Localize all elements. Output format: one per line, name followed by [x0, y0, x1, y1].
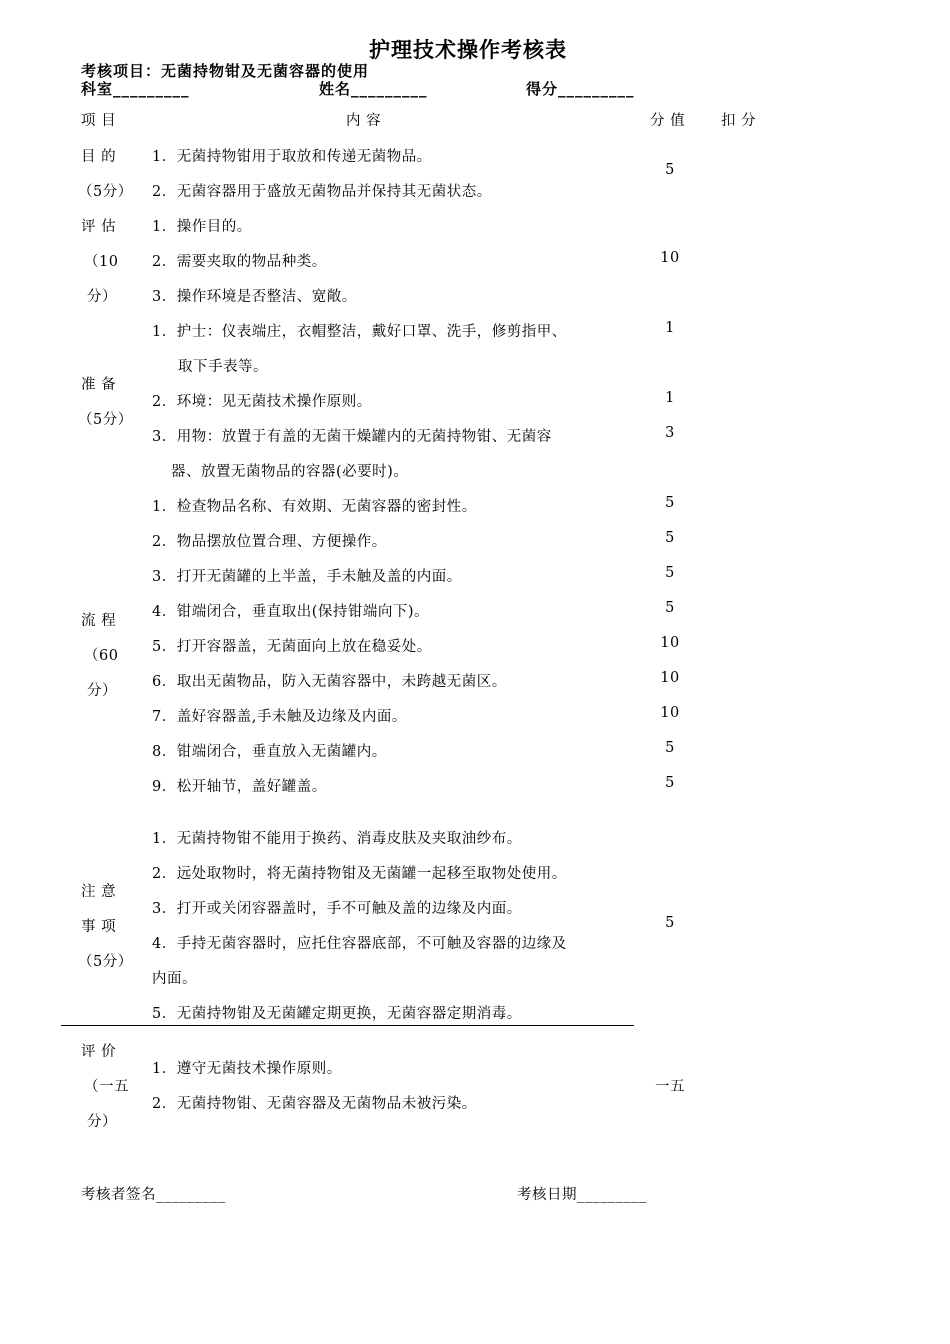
list-item: 3．打开无菌罐的上半盖，手未触及盖的内面。 [152, 569, 462, 585]
section-label-points: （10 [84, 254, 119, 270]
department-blank: _________ [113, 80, 190, 98]
column-item: 项 目 [81, 113, 117, 129]
exam-date-field [517, 1183, 647, 1204]
item-score: 5 [665, 600, 675, 616]
section-label-points: 分） [87, 289, 117, 305]
item-score: 5 [665, 775, 675, 791]
list-item: 2．无菌容器用于盛放无菌物品并保持其无菌状态。 [152, 184, 492, 200]
item-score: 1 [665, 390, 675, 406]
list-item: 1．护士：仪表端庄，衣帽整洁，戴好口罩、洗手，修剪指甲、 [152, 324, 567, 340]
item-score: 10 [660, 705, 680, 721]
list-item: 1．遵守无菌技术操作原则。 [152, 1061, 342, 1077]
name-blank: _________ [351, 80, 428, 98]
item-score: 1 [665, 320, 675, 336]
section-label-points: （5分） [78, 184, 133, 200]
item-score: 5 [665, 740, 675, 756]
list-item: 2．需要夹取的物品种类。 [152, 254, 327, 270]
examiner-blank: _________ [156, 1187, 226, 1203]
column-content: 内 容 [346, 113, 382, 129]
examiner-signature-field [81, 1183, 226, 1204]
section-label-points: 分） [87, 1114, 117, 1130]
list-item: 7．盖好容器盖,手未触及边缘及内面。 [152, 709, 407, 725]
score-label: 得分 [526, 80, 559, 98]
list-item: 9．松开轴节，盖好罐盖。 [152, 779, 327, 795]
list-item: 2．无菌持物钳、无菌容器及无菌物品未被污染。 [152, 1096, 477, 1112]
examiner-label: 考核者签名 [81, 1187, 156, 1203]
department-label: 科室 [81, 80, 114, 98]
item-score: 10 [660, 670, 680, 686]
list-item: 1．操作目的。 [152, 219, 252, 235]
item-score: 10 [660, 250, 680, 266]
section-label: 事 项 [81, 919, 117, 935]
exam-item-label: 考核项目： [81, 62, 162, 80]
list-item: 2．环境：见无菌技术操作原则。 [152, 394, 372, 410]
item-score: 5 [665, 162, 675, 178]
list-item: 内面。 [152, 971, 197, 987]
list-item: 8．钳端闭合，垂直放入无菌罐内。 [152, 744, 387, 760]
list-item: 器、放置无菌物品的容器(必要时)。 [171, 464, 409, 480]
section-divider [61, 1025, 634, 1026]
score-blank: _________ [558, 80, 635, 98]
column-value: 分 值 [650, 113, 686, 129]
item-score: 一五 [655, 1079, 685, 1095]
section-label: 评 估 [81, 219, 117, 235]
list-item: 5．打开容器盖，无菌面向上放在稳妥处。 [152, 639, 432, 655]
list-item: 1．无菌持物钳不能用于换药、消毒皮肤及夹取油纱布。 [152, 831, 522, 847]
exam-date-blank: _________ [577, 1187, 647, 1203]
name-label: 姓名 [319, 80, 352, 98]
list-item: 2．物品摆放位置合理、方便操作。 [152, 534, 387, 550]
list-item: 3．操作环境是否整洁、宽敞。 [152, 289, 357, 305]
item-score: 3 [665, 425, 675, 441]
section-label-points: （5分） [78, 954, 133, 970]
item-score: 5 [665, 565, 675, 581]
section-label: 目 的 [81, 149, 117, 165]
item-score: 5 [665, 915, 675, 931]
list-item: 4．手持无菌容器时，应托住容器底部，不可触及容器的边缘及 [152, 936, 567, 952]
section-label: 准 备 [81, 377, 117, 393]
department-field [81, 78, 190, 99]
list-item: 1．无菌持物钳用于取放和传递无菌物品。 [152, 149, 432, 165]
list-item: 取下手表等。 [178, 359, 268, 375]
item-score: 5 [665, 530, 675, 546]
name-field [319, 78, 428, 99]
page-title: 护理技术操作考核表 [369, 38, 567, 62]
section-label-points: （60 [84, 648, 119, 664]
column-deduct: 扣 分 [721, 113, 757, 129]
list-item: 5．无菌持物钳及无菌罐定期更换，无菌容器定期消毒。 [152, 1006, 522, 1022]
score-field [526, 78, 635, 99]
section-label-points: （一五 [84, 1079, 129, 1095]
list-item: 3．用物：放置于有盖的无菌干燥罐内的无菌持物钳、无菌容 [152, 429, 552, 445]
section-label: 注 意 [81, 884, 117, 900]
list-item: 3．打开或关闭容器盖时，手不可触及盖的边缘及内面。 [152, 901, 522, 917]
list-item: 2．远处取物时，将无菌持物钳及无菌罐一起移至取物处使用。 [152, 866, 567, 882]
list-item: 4．钳端闭合，垂直取出(保持钳端向下)。 [152, 604, 430, 620]
exam-date-label: 考核日期 [517, 1187, 577, 1203]
section-label-points: （5分） [78, 412, 133, 428]
section-label-points: 分） [87, 683, 117, 699]
section-label: 流 程 [81, 613, 117, 629]
section-label: 评 价 [81, 1044, 117, 1060]
exam-item-value: 无菌持物钳及无菌容器的使用 [161, 62, 370, 80]
item-score: 5 [665, 495, 675, 511]
list-item: 6．取出无菌物品，防入无菌容器中，未跨越无菌区。 [152, 674, 507, 690]
item-score: 10 [660, 635, 680, 651]
list-item: 1．检查物品名称、有效期、无菌容器的密封性。 [152, 499, 477, 515]
